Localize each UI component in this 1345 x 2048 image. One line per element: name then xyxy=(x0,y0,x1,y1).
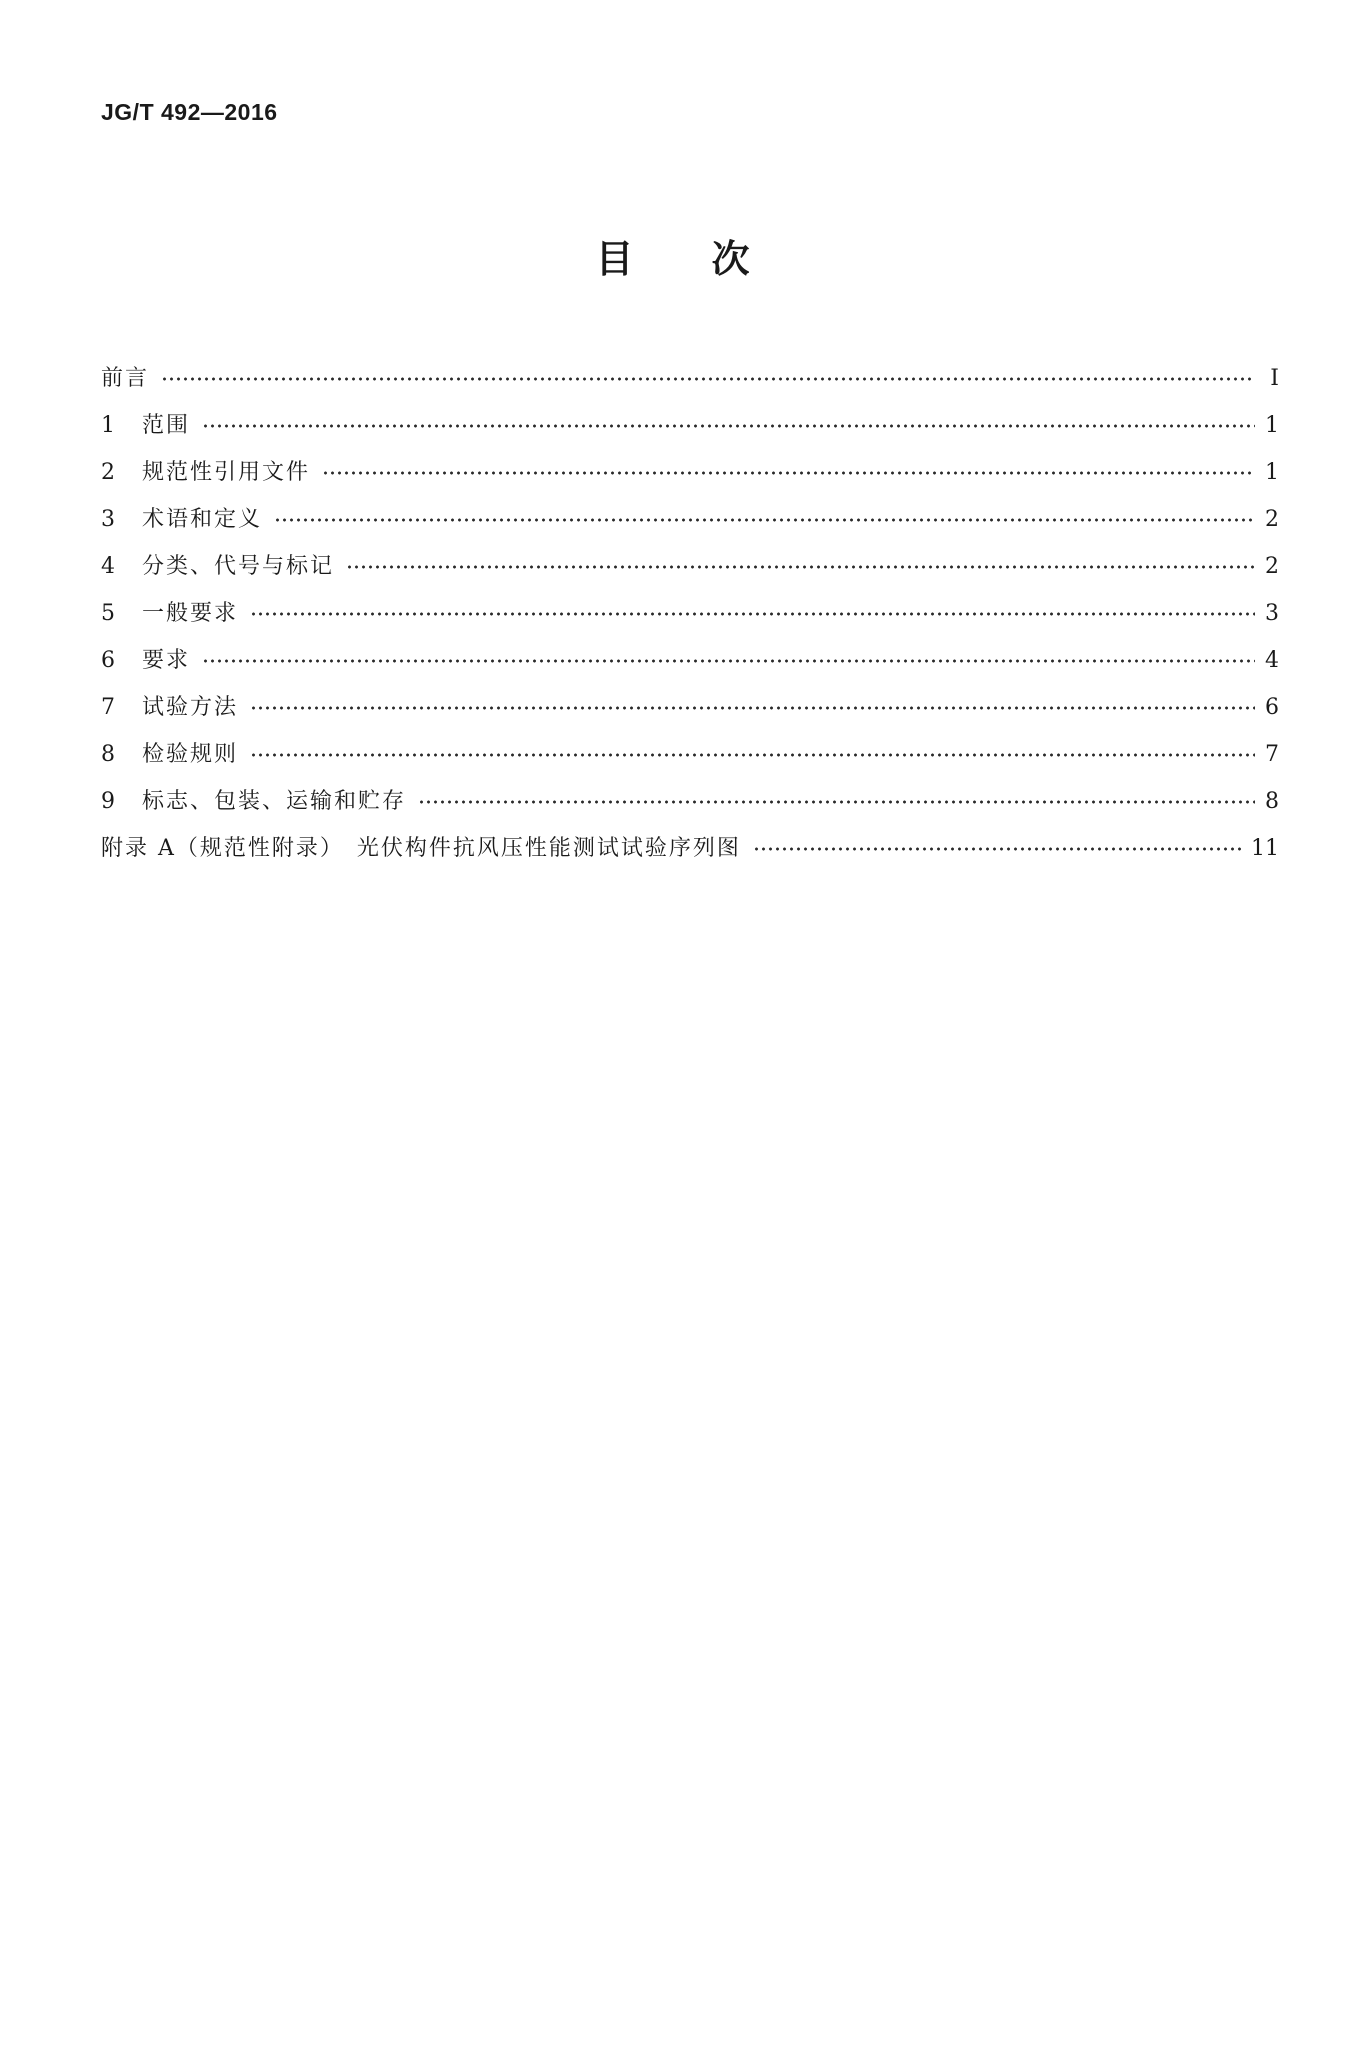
toc-entry-label: 检验规则 xyxy=(142,742,239,767)
toc-entry-number: 5 xyxy=(101,601,115,626)
toc-entry-number: 3 xyxy=(101,507,115,532)
toc-entry-page: 1 xyxy=(1265,413,1279,438)
toc-entry-page: 2 xyxy=(1265,554,1279,579)
toc-entry-9[interactable] xyxy=(101,778,1279,825)
toc-entry-label: 范围 xyxy=(142,413,191,438)
toc-entry-label: 一般要求 xyxy=(142,601,239,626)
toc-entry-number: 7 xyxy=(101,695,115,720)
toc-entry-number: 9 xyxy=(101,789,115,814)
dot-leader xyxy=(202,657,1255,665)
dot-leader xyxy=(161,375,1255,383)
dot-leader xyxy=(250,610,1255,618)
toc-entry-page: 8 xyxy=(1265,789,1279,814)
toc-entry-label: 分类、代号与标记 xyxy=(142,554,335,579)
toc-entry-number: 1 xyxy=(101,413,115,438)
toc-entry-label: 要求 xyxy=(142,648,191,673)
toc-entry-page: Ⅰ xyxy=(1270,366,1279,391)
toc-entry-page: 11 xyxy=(1251,836,1279,861)
table-of-contents xyxy=(101,355,1279,872)
dot-leader xyxy=(418,798,1255,806)
toc-entry-label: 规范性引用文件 xyxy=(142,460,311,485)
toc-entry-page: 3 xyxy=(1265,601,1279,626)
toc-entry-label: 前言 xyxy=(101,366,150,391)
toc-entry-label: 试验方法 xyxy=(142,695,239,720)
toc-entry-3[interactable] xyxy=(101,496,1279,543)
toc-entry-8[interactable] xyxy=(101,731,1279,778)
toc-entry-number: 6 xyxy=(101,648,115,673)
toc-entry-foreword[interactable] xyxy=(101,355,1279,402)
dot-leader xyxy=(202,422,1255,430)
toc-entry-6[interactable] xyxy=(101,637,1279,684)
toc-entry-page: 7 xyxy=(1265,742,1279,767)
toc-entry-page: 1 xyxy=(1265,460,1279,485)
toc-entry-number: 8 xyxy=(101,742,115,767)
toc-entry-page: 4 xyxy=(1265,648,1279,673)
toc-entry-7[interactable] xyxy=(101,684,1279,731)
toc-entry-1[interactable] xyxy=(101,402,1279,449)
standard-number: JG/T 492—2016 xyxy=(101,99,278,125)
page-title: 目次 xyxy=(595,237,828,281)
toc-entry-5[interactable] xyxy=(101,590,1279,637)
toc-entry-label: 术语和定义 xyxy=(142,507,263,532)
dot-leader xyxy=(250,704,1255,712)
toc-entry-4[interactable] xyxy=(101,543,1279,590)
toc-entry-appendix-a[interactable] xyxy=(101,825,1279,872)
toc-entry-number: 4 xyxy=(101,554,115,579)
dot-leader xyxy=(250,751,1255,759)
toc-entry-page: 2 xyxy=(1265,507,1279,532)
dot-leader xyxy=(274,516,1255,524)
toc-entry-number: 2 xyxy=(101,460,115,485)
toc-entry-label: 附录 A（规范性附录） 光伏构件抗风压性能测试试验序列图 xyxy=(101,836,741,861)
dot-leader xyxy=(322,469,1255,477)
toc-entry-2[interactable] xyxy=(101,449,1279,496)
dot-leader xyxy=(753,845,1241,853)
dot-leader xyxy=(346,563,1255,571)
toc-entry-page: 6 xyxy=(1265,695,1279,720)
toc-entry-label: 标志、包装、运输和贮存 xyxy=(142,789,407,814)
